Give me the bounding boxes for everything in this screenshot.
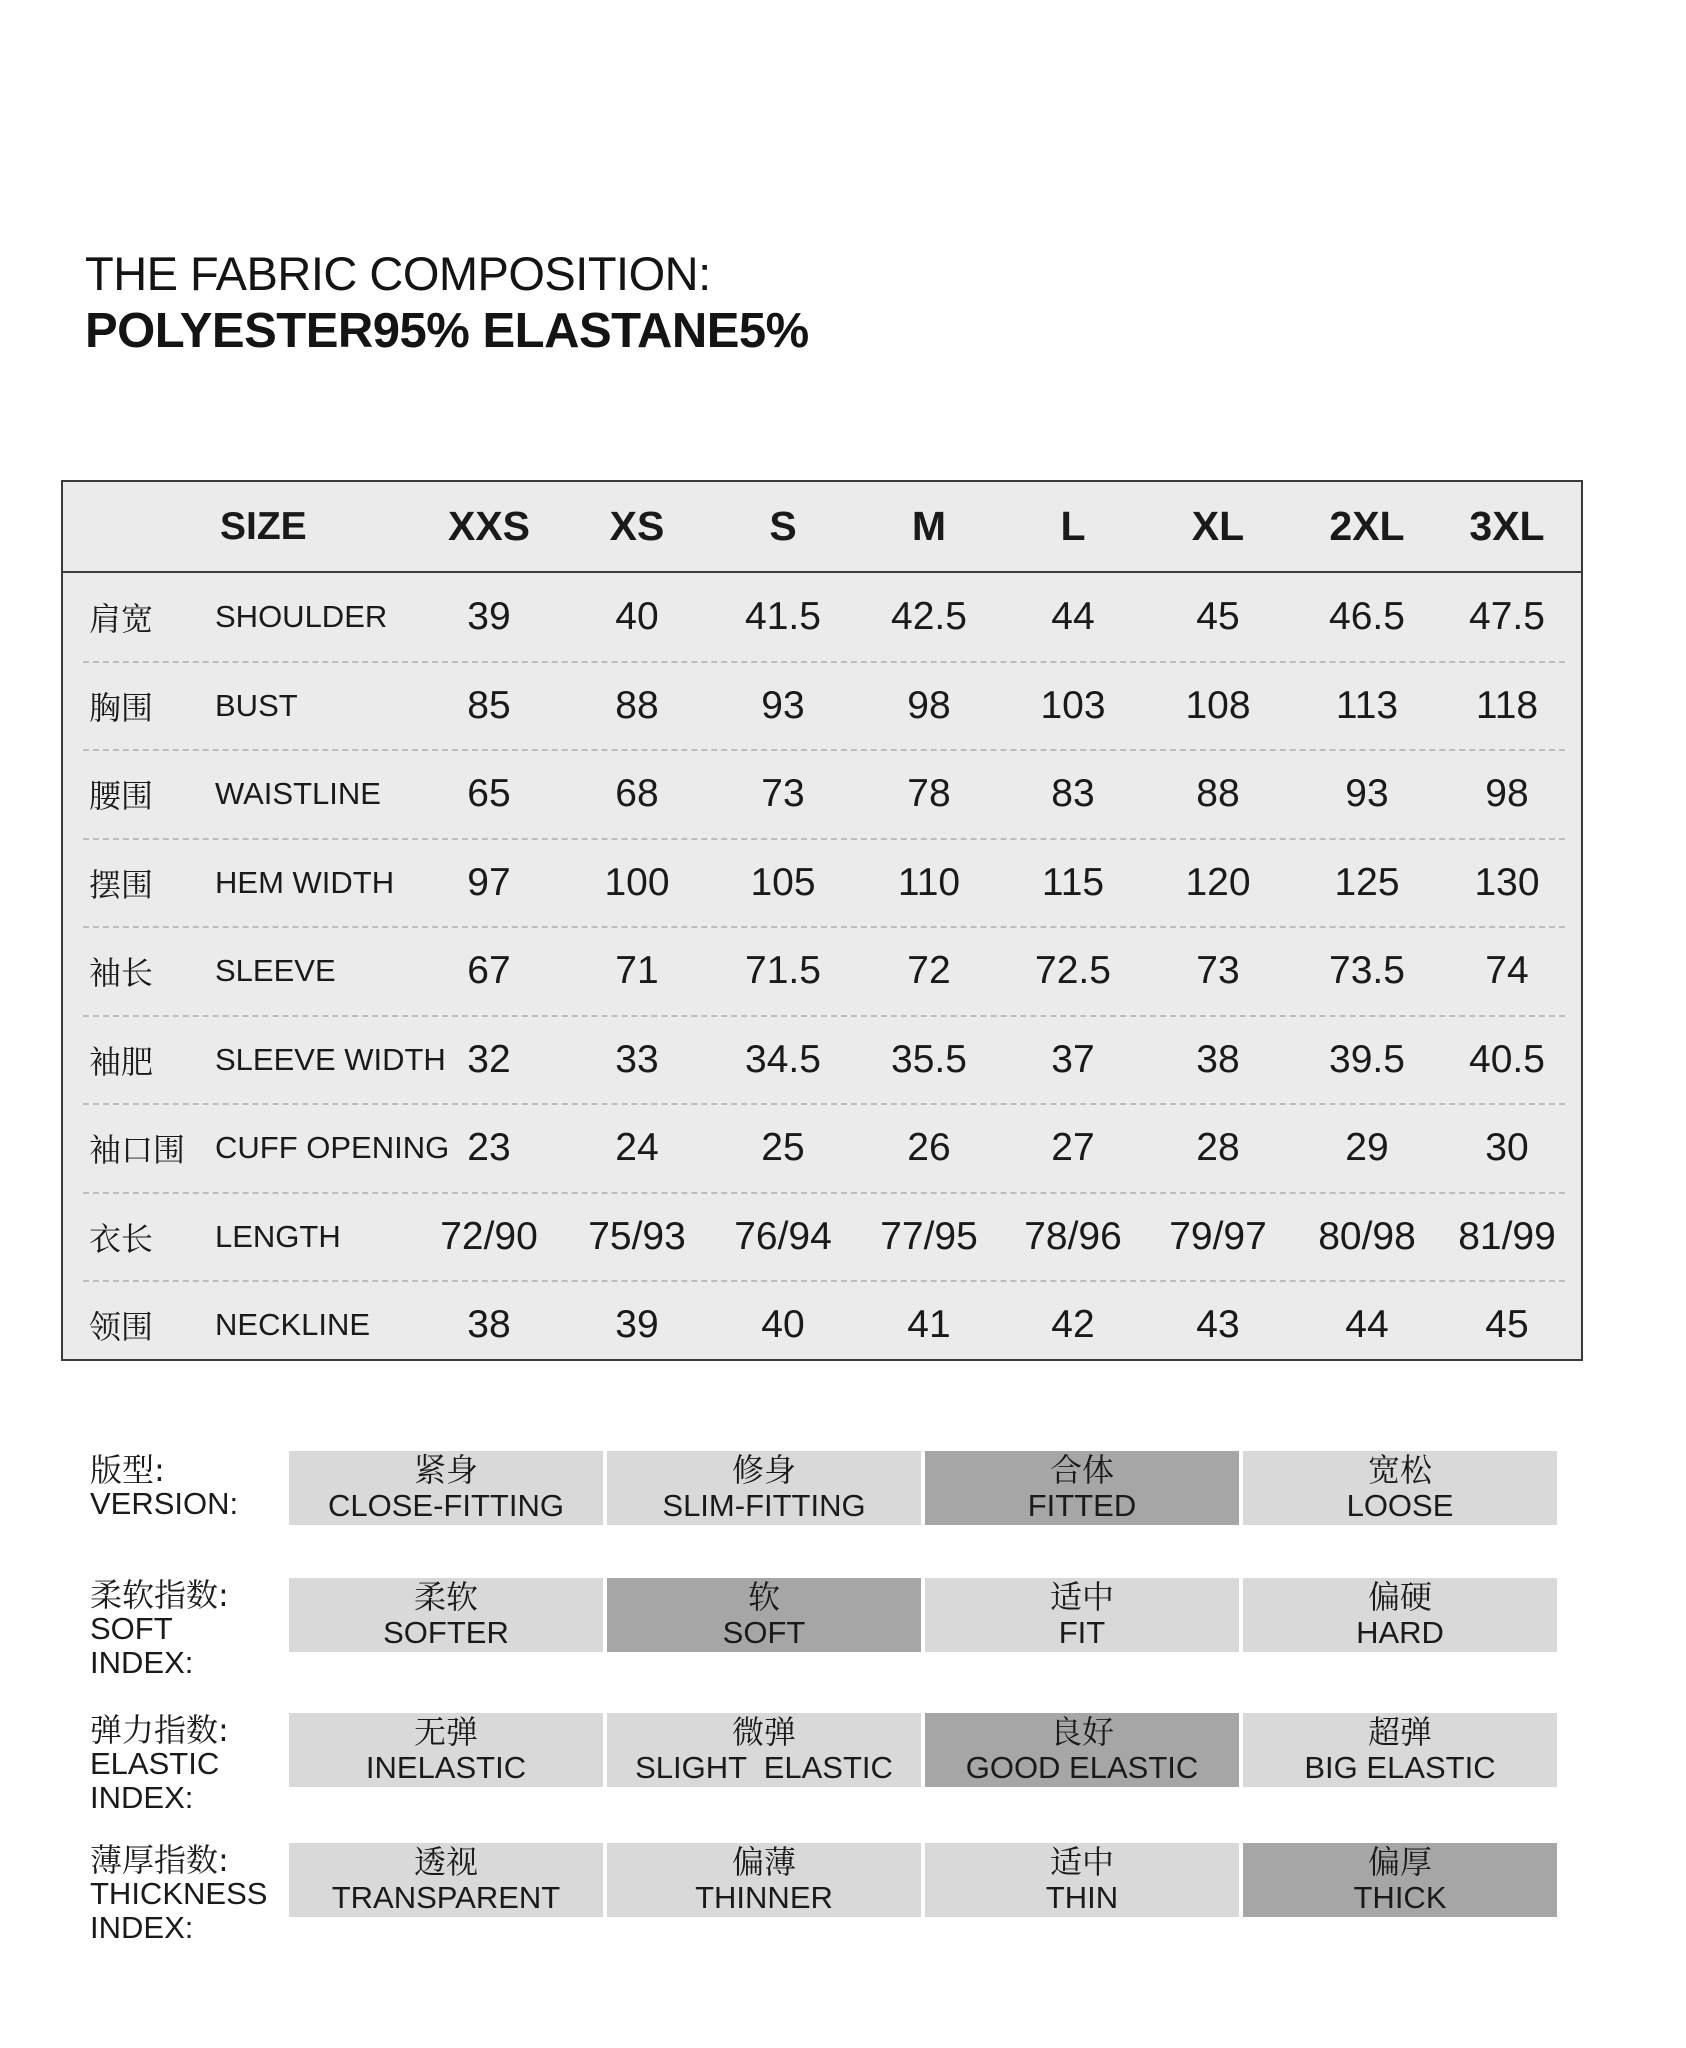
table-cell: 71 bbox=[615, 949, 659, 993]
table-cell: 108 bbox=[1185, 683, 1251, 727]
option-label-en: FIT bbox=[1058, 1615, 1106, 1650]
index-option-selected bbox=[925, 1713, 1239, 1787]
index-options-row bbox=[289, 1451, 1557, 1525]
row-label-en: WAISTLINE bbox=[215, 776, 381, 812]
option-label-en: SOFT bbox=[722, 1615, 806, 1650]
table-cell: 68 bbox=[615, 772, 659, 816]
option-label-cn: 微弹 bbox=[731, 1713, 796, 1751]
table-cell: 80/98 bbox=[1318, 1214, 1416, 1258]
option-label-en: CLOSE-FITTING bbox=[328, 1488, 564, 1523]
index-label-cn: 弹力指数: bbox=[90, 1711, 229, 1749]
size-header-label: SIZE bbox=[220, 504, 307, 548]
table-cell: 93 bbox=[761, 683, 805, 727]
option-label-cn: 无弹 bbox=[413, 1713, 478, 1751]
option-label-cn: 良好 bbox=[1049, 1713, 1114, 1751]
table-cell: 34.5 bbox=[745, 1037, 821, 1081]
table-row bbox=[63, 1281, 1581, 1370]
index-option bbox=[289, 1578, 603, 1652]
table-cell: 98 bbox=[1485, 772, 1529, 816]
index-option bbox=[289, 1451, 603, 1525]
table-cell: 130 bbox=[1474, 860, 1540, 904]
option-label-en: HARD bbox=[1356, 1615, 1444, 1650]
option-label-en: THICK bbox=[1353, 1880, 1447, 1915]
table-cell: 42.5 bbox=[891, 595, 967, 639]
table-cell: 44 bbox=[1345, 1303, 1389, 1347]
size-header-cell: S bbox=[769, 503, 797, 549]
size-header-row bbox=[63, 482, 1581, 573]
index-label bbox=[90, 1578, 229, 1680]
index-option-selected bbox=[1243, 1843, 1557, 1917]
row-label-cn: 腰围 bbox=[89, 777, 154, 816]
row-label-cn: 摆围 bbox=[89, 865, 154, 904]
option-label-cn: 柔软 bbox=[413, 1578, 478, 1616]
row-label-cn: 袖肥 bbox=[89, 1042, 154, 1081]
index-label-en: THICKNESS bbox=[90, 1876, 268, 1911]
size-header-cell: L bbox=[1060, 503, 1086, 549]
index-label bbox=[90, 1843, 267, 1945]
option-label-en: SLIM-FITTING bbox=[662, 1488, 866, 1523]
option-label-en: SOFTER bbox=[383, 1615, 509, 1650]
size-header-cell: 3XL bbox=[1469, 503, 1545, 549]
table-cell: 113 bbox=[1335, 683, 1399, 727]
index-option-selected bbox=[925, 1451, 1239, 1525]
option-label-en: THIN bbox=[1045, 1880, 1119, 1915]
index-options-row bbox=[289, 1843, 1557, 1917]
table-cell: 24 bbox=[615, 1126, 659, 1170]
option-label-cn: 适中 bbox=[1049, 1578, 1114, 1616]
table-row bbox=[63, 1104, 1581, 1193]
table-cell: 71.5 bbox=[745, 949, 821, 993]
table-cell: 85 bbox=[467, 683, 511, 727]
row-label-cn: 袖口围 bbox=[89, 1131, 186, 1170]
option-label-en: LOOSE bbox=[1346, 1488, 1454, 1523]
table-cell: 37 bbox=[1051, 1037, 1095, 1081]
table-cell: 25 bbox=[761, 1126, 805, 1170]
index-option bbox=[289, 1713, 603, 1787]
option-label-cn: 适中 bbox=[1049, 1843, 1114, 1881]
table-cell: 67 bbox=[467, 949, 511, 993]
table-row bbox=[63, 662, 1581, 751]
table-cell: 97 bbox=[467, 860, 511, 904]
table-cell: 72/90 bbox=[440, 1214, 538, 1258]
option-label-cn: 偏厚 bbox=[1367, 1843, 1432, 1881]
index-label-en: INDEX: bbox=[90, 1780, 194, 1815]
index-option bbox=[289, 1843, 603, 1917]
row-label-en: BUST bbox=[215, 687, 298, 723]
index-option bbox=[607, 1843, 921, 1917]
row-label-en: SLEEVE bbox=[215, 953, 336, 989]
table-cell: 38 bbox=[1196, 1037, 1240, 1081]
table-cell: 77/95 bbox=[880, 1214, 978, 1258]
row-label-en: HEM WIDTH bbox=[215, 864, 395, 900]
table-cell: 88 bbox=[1196, 772, 1240, 816]
index-label-en: INDEX: bbox=[90, 1645, 194, 1680]
table-cell: 88 bbox=[615, 683, 659, 727]
size-chart-table bbox=[61, 480, 1583, 1361]
index-label bbox=[90, 1453, 238, 1521]
table-cell: 79/97 bbox=[1169, 1214, 1267, 1258]
table-cell: 73.5 bbox=[1329, 949, 1405, 993]
table-cell: 41 bbox=[907, 1303, 951, 1347]
index-option-selected bbox=[607, 1578, 921, 1652]
option-label-cn: 超弹 bbox=[1367, 1713, 1432, 1751]
table-cell: 75/93 bbox=[588, 1214, 686, 1258]
table-cell: 39.5 bbox=[1329, 1037, 1405, 1081]
option-label-en: INELASTIC bbox=[365, 1750, 527, 1785]
index-option bbox=[1243, 1713, 1557, 1787]
index-label-cn: 薄厚指数: bbox=[90, 1841, 229, 1879]
fabric-composition bbox=[85, 246, 809, 360]
table-cell: 42 bbox=[1051, 1303, 1095, 1347]
table-cell: 78/96 bbox=[1024, 1214, 1122, 1258]
table-cell: 73 bbox=[1196, 949, 1240, 993]
table-cell: 103 bbox=[1040, 683, 1106, 727]
table-cell: 28 bbox=[1196, 1126, 1240, 1170]
table-row bbox=[63, 927, 1581, 1016]
table-cell: 38 bbox=[467, 1303, 511, 1347]
table-cell: 118 bbox=[1475, 683, 1539, 727]
table-cell: 120 bbox=[1185, 860, 1251, 904]
table-cell: 29 bbox=[1345, 1126, 1389, 1170]
table-row bbox=[63, 839, 1581, 928]
index-option bbox=[1243, 1451, 1557, 1525]
table-cell: 47.5 bbox=[1469, 595, 1545, 639]
table-cell: 39 bbox=[615, 1303, 659, 1347]
index-options-row bbox=[289, 1578, 1557, 1652]
table-cell: 41.5 bbox=[745, 595, 821, 639]
table-cell: 46.5 bbox=[1329, 595, 1405, 639]
index-label-en: SOFT bbox=[90, 1611, 173, 1646]
row-label-cn: 肩宽 bbox=[89, 600, 154, 639]
table-row bbox=[63, 750, 1581, 839]
table-cell: 23 bbox=[467, 1126, 511, 1170]
index-label-en: VERSION: bbox=[90, 1486, 239, 1521]
table-cell: 81/99 bbox=[1458, 1214, 1556, 1258]
row-label-cn: 领围 bbox=[89, 1308, 154, 1347]
table-cell: 40 bbox=[615, 595, 659, 639]
row-label-cn: 胸围 bbox=[89, 688, 154, 727]
table-cell: 73 bbox=[761, 772, 805, 816]
option-label-cn: 宽松 bbox=[1367, 1451, 1432, 1489]
option-label-en: FITTED bbox=[1027, 1488, 1137, 1523]
option-label-en: GOOD ELASTIC bbox=[965, 1750, 1199, 1785]
index-options-row bbox=[289, 1713, 1557, 1787]
table-cell: 110 bbox=[897, 860, 961, 904]
table-cell: 27 bbox=[1051, 1126, 1095, 1170]
table-cell: 44 bbox=[1051, 595, 1095, 639]
index-label-en: ELASTIC bbox=[90, 1746, 220, 1781]
size-header-cell: XL bbox=[1191, 503, 1245, 549]
index-option bbox=[925, 1843, 1239, 1917]
option-label-cn: 偏薄 bbox=[731, 1843, 796, 1881]
table-cell: 100 bbox=[604, 860, 670, 904]
table-cell: 72 bbox=[907, 949, 951, 993]
option-label-cn: 软 bbox=[747, 1578, 780, 1616]
table-cell: 105 bbox=[750, 860, 816, 904]
size-header-cell: XXS bbox=[447, 503, 531, 549]
row-label-cn: 袖长 bbox=[89, 954, 154, 993]
row-label-en: CUFF OPENING bbox=[215, 1130, 450, 1166]
index-option bbox=[607, 1451, 921, 1525]
table-cell: 93 bbox=[1345, 772, 1389, 816]
option-label-en: THINNER bbox=[695, 1880, 833, 1915]
table-cell: 40 bbox=[761, 1303, 805, 1347]
index-option bbox=[607, 1713, 921, 1787]
option-label-cn: 偏硬 bbox=[1367, 1578, 1432, 1616]
size-header-cell: XS bbox=[609, 503, 665, 549]
option-label-cn: 合体 bbox=[1049, 1451, 1114, 1489]
index-option bbox=[1243, 1578, 1557, 1652]
table-cell: 40.5 bbox=[1469, 1037, 1545, 1081]
index-label-cn: 柔软指数: bbox=[90, 1576, 229, 1614]
table-row bbox=[63, 1193, 1581, 1282]
option-label-en: SLIGHT ELASTIC bbox=[635, 1750, 893, 1785]
option-label-cn: 透视 bbox=[413, 1843, 478, 1881]
table-cell: 32 bbox=[467, 1037, 511, 1081]
row-label-en: NECKLINE bbox=[215, 1307, 371, 1343]
table-cell: 83 bbox=[1051, 772, 1095, 816]
table-cell: 33 bbox=[615, 1037, 659, 1081]
row-label-cn: 衣长 bbox=[89, 1219, 154, 1258]
option-label-cn: 修身 bbox=[731, 1451, 796, 1489]
table-cell: 74 bbox=[1485, 949, 1529, 993]
table-cell: 43 bbox=[1196, 1303, 1240, 1347]
size-header-cell: M bbox=[911, 503, 947, 549]
table-cell: 78 bbox=[907, 772, 951, 816]
option-label-en: TRANSPARENT bbox=[331, 1880, 561, 1915]
table-cell: 115 bbox=[1041, 860, 1105, 904]
option-label-cn: 紧身 bbox=[413, 1451, 478, 1489]
row-label-en: SLEEVE WIDTH bbox=[215, 1041, 446, 1077]
size-header-cell: 2XL bbox=[1329, 503, 1405, 549]
table-cell: 98 bbox=[907, 683, 951, 727]
table-cell: 76/94 bbox=[734, 1214, 832, 1258]
table-cell: 72.5 bbox=[1035, 949, 1111, 993]
index-label bbox=[90, 1713, 229, 1815]
row-label-en: SHOULDER bbox=[215, 599, 388, 635]
table-cell: 45 bbox=[1485, 1303, 1529, 1347]
index-label-en: INDEX: bbox=[90, 1910, 194, 1945]
option-label-en: BIG ELASTIC bbox=[1304, 1750, 1496, 1785]
row-label-en: LENGTH bbox=[215, 1218, 341, 1254]
index-label-cn: 版型: bbox=[90, 1451, 165, 1489]
table-cell: 65 bbox=[467, 772, 511, 816]
fabric-composition-value: POLYESTER95% ELASTANE5% bbox=[85, 304, 809, 358]
table-cell: 30 bbox=[1485, 1126, 1529, 1170]
index-option bbox=[925, 1578, 1239, 1652]
table-cell: 125 bbox=[1334, 860, 1400, 904]
table-cell: 35.5 bbox=[891, 1037, 967, 1081]
fabric-heading: THE FABRIC COMPOSITION: bbox=[85, 247, 711, 300]
table-cell: 45 bbox=[1196, 595, 1240, 639]
table-cell: 26 bbox=[907, 1126, 951, 1170]
table-row bbox=[63, 1016, 1581, 1105]
table-row bbox=[63, 573, 1581, 662]
table-cell: 39 bbox=[467, 595, 511, 639]
